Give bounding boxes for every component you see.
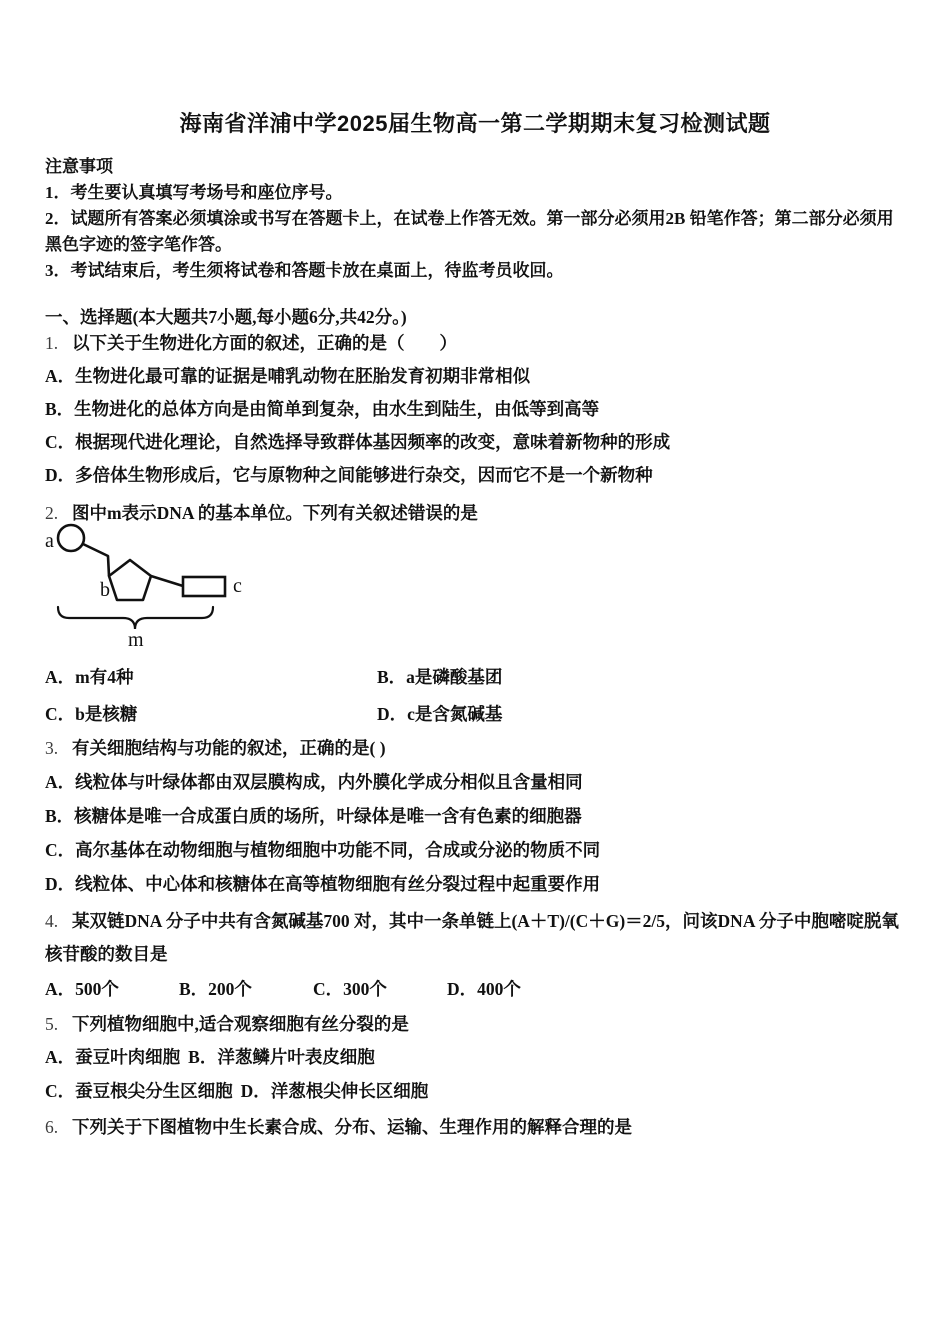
page-title: 海南省洋浦中学2025届生物高一第二学期期末复习检测试题 [179, 111, 771, 136]
diagram-label-c: c [233, 575, 242, 597]
question-stem: 有关细胞结构与功能的叙述，正确的是( ) [72, 738, 386, 758]
notice-item: 3．考试结束后，考生须将试卷和答题卡放在桌面上，待监考员收回。 [45, 261, 564, 280]
option: C．根据现代进化理论，自然选择导致群体基因频率的改变，意味着新物种的形成 [45, 432, 671, 452]
diagram-label-m: m [128, 629, 144, 651]
notice-section [45, 154, 905, 284]
option: A．m有4种 [45, 667, 134, 687]
question-number: 5. [45, 1014, 59, 1034]
question-5 [45, 1011, 905, 1104]
option: B．200个 [179, 979, 252, 999]
option: C．b是核糖 [45, 704, 138, 724]
question-number: 2. [45, 503, 59, 523]
option: D．洋葱根尖伸长区细胞 [240, 1081, 429, 1101]
diagram-label-a: a [45, 530, 54, 552]
option: A．线粒体与叶绿体都由双层膜构成，内外膜化学成分相似且含量相同 [45, 772, 583, 792]
option: A．生物进化最可靠的证据是哺乳动物在胚胎发育初期非常相似 [45, 366, 531, 386]
option: B．核糖体是唯一合成蛋白质的场所，叶绿体是唯一含有色素的细胞器 [45, 806, 582, 826]
diagram-label-b: b [100, 579, 110, 601]
question-stem: 图中m表示DNA 的基本单位。下列有关叙述错误的是 [72, 503, 478, 523]
question-5-stem-line [45, 1011, 905, 1037]
question-3 [45, 735, 905, 897]
question-number: 3. [45, 738, 59, 758]
notice-item: 1．考生要认真填写考场号和座位序号。 [45, 183, 343, 202]
question-number: 1. [45, 333, 59, 353]
question-4-stem-line [45, 905, 905, 971]
sugar-pentagon-shape [109, 560, 151, 600]
option: A．500个 [45, 979, 119, 999]
option: C．300个 [313, 979, 387, 999]
question-6-stem-line [45, 1114, 905, 1140]
question-2-stem-line [45, 500, 905, 526]
question-stem: 以下关于生物进化方面的叙述，正确的是（ ） [72, 333, 457, 353]
bond-line-a-b [83, 544, 109, 576]
dna-nucleotide-diagram [45, 522, 325, 652]
question-stem: 下列关于下图植物中生长素合成、分布、运输、生理作用的解释合理的是 [72, 1117, 632, 1137]
question-stem: 下列植物细胞中,适合观察细胞有丝分裂的是 [72, 1014, 409, 1034]
option: B．a是磷酸基团 [377, 667, 503, 687]
question-stem: 某双链DNA 分子中共有含氮碱基700 对，其中一条单链上(A＋T)/(C＋G)＝2/5，问该DNA 分子中胞嘧啶脱氧核苷酸的数目是 [45, 911, 899, 964]
option: D．线粒体、中心体和核糖体在高等植物细胞有丝分裂过程中起重要作用 [45, 874, 601, 894]
option-row [45, 976, 905, 1002]
section-heading: 一、选择题(本大题共7小题,每小题6分,共42分。) [45, 307, 407, 327]
option: C．高尔基体在动物细胞与植物细胞中功能不同，合成或分泌的物质不同 [45, 840, 601, 860]
question-1-stem-line [45, 330, 905, 356]
option: A．蚕豆叶肉细胞 [45, 1047, 181, 1067]
option: B．生物进化的总体方向是由简单到复杂，由水生到陆生，由低等到高等 [45, 399, 600, 419]
notice-item: 2．试题所有答案必须填涂或书写在答题卡上，在试卷上作答无效。第一部分必须用2B 铅笔作答；第二部分必须用黑色字迹的签字笔作答。 [45, 209, 894, 254]
notice-heading: 注意事项 [45, 157, 113, 176]
option-row [45, 664, 905, 690]
bond-line-b-c [151, 576, 183, 586]
option: B．洋葱鳞片叶表皮细胞 [188, 1047, 375, 1067]
brace-m [58, 607, 213, 629]
option: D．400个 [447, 979, 521, 999]
phosphate-circle-shape [58, 525, 84, 551]
option: C．蚕豆根尖分生区细胞 [45, 1081, 233, 1101]
question-2 [45, 500, 905, 727]
option-row [45, 1044, 905, 1070]
option: D．多倍体生物形成后，它与原物种之间能够进行杂交，因而它不是一个新物种 [45, 465, 653, 485]
option: D．c是含氮碱基 [377, 704, 503, 724]
question-6 [45, 1114, 905, 1140]
question-3-stem-line [45, 735, 905, 761]
question-number: 6. [45, 1117, 59, 1137]
base-rect-shape [183, 577, 225, 596]
question-1 [45, 330, 905, 488]
option-row [45, 701, 905, 727]
option-row [45, 1078, 905, 1104]
question-number: 4. [45, 911, 59, 931]
question-4 [45, 905, 905, 1002]
